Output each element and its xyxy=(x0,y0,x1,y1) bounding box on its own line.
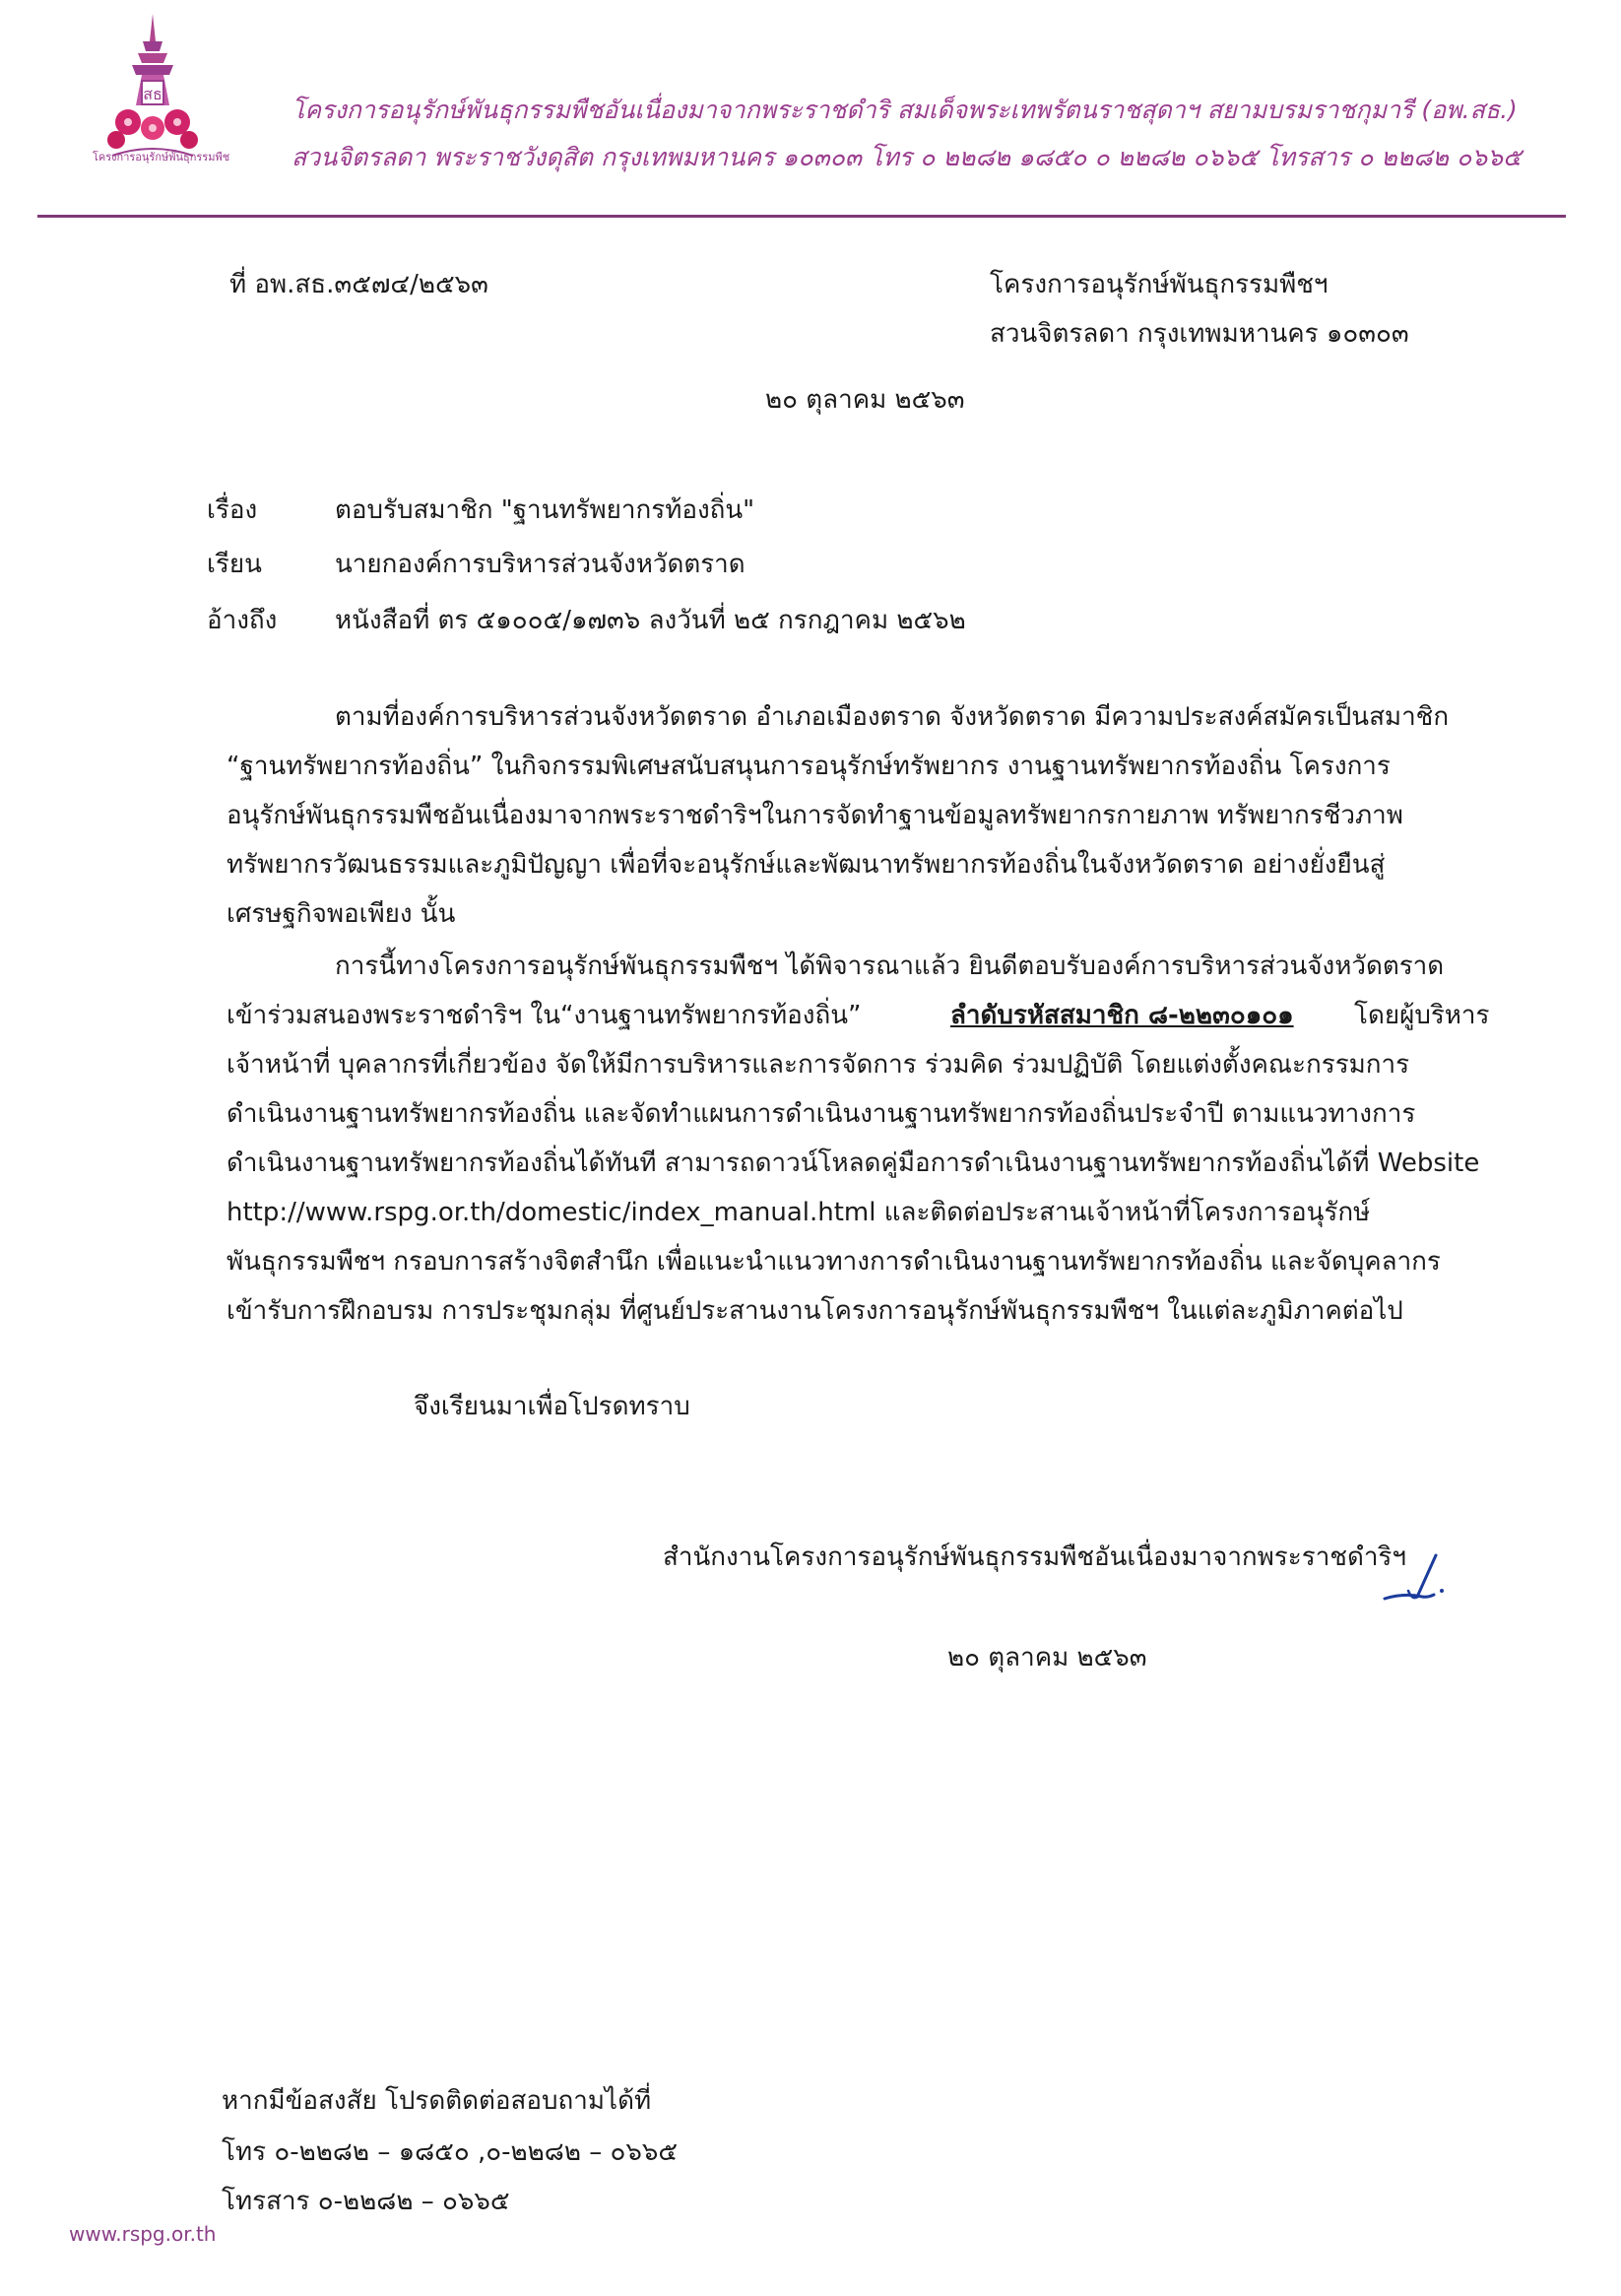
paragraph-1-line: อนุรักษ์พันธุกรรมพืชอันเนื่องมาจากพระราชดำริฯในการจัดทำฐานข้อมูลทรัพยากรกายภาพ ทรัพยากรชีวภาพ xyxy=(227,801,1403,830)
contact-intro: หากมีข้อสงสัย โปรดติดต่อสอบถามได้ที่ xyxy=(222,2086,652,2116)
letterhead-divider xyxy=(37,215,1566,218)
reference-number: ที่ อพ.สธ.๓๕๗๔/๒๕๖๓ xyxy=(229,270,488,299)
handwritten-signature xyxy=(1379,1551,1453,1610)
website-link[interactable]: www.rspg.or.th xyxy=(69,2222,217,2246)
contact-fax: โทรสาร ๐-๒๒๘๒ – ๐๖๖๕ xyxy=(222,2187,510,2216)
reference-text: หนังสือที่ ตร ๕๑๐๐๕/๑๗๓๖ ลงวันที่ ๒๕ กรกฎาคม ๒๕๖๒ xyxy=(335,606,966,635)
paragraph-2-line: เจ้าหน้าที่ บุคลากรที่เกี่ยวข้อง จัดให้มีการบริหารและการจัดการ ร่วมคิด ร่วมปฏิบัติ โดยแต่งตั้งคณะกรรมการ xyxy=(227,1050,1410,1080)
logo-caption: โครงการอนุรักษ์พันธุกรรมพืช xyxy=(93,151,230,164)
sender-line-1: โครงการอนุรักษ์พันธุกรรมพืชฯ xyxy=(990,270,1329,299)
svg-text:สธ: สธ xyxy=(143,85,162,103)
recipient-label: เรียน xyxy=(207,550,262,579)
signature-date: ๒๐ ตุลาคม ๒๕๖๓ xyxy=(947,1643,1147,1673)
closing-phrase: จึงเรียนมาเพื่อโปรดทราบ xyxy=(414,1392,690,1421)
letterhead-line-2: สวนจิตรลดา พระราชวังดุสิต กรุงเทพมหานคร ๑๐๓๐๓ โทร ๐ ๒๒๘๒ ๑๘๕๐ ๐ ๒๒๘๒ ๐๖๖๕ โทรสาร ๐ ๒๒๘๒ ๐๖๖๕ xyxy=(292,143,1522,171)
paragraph-1-line: เศรษฐกิจพอเพียง นั้น xyxy=(227,899,456,929)
subject-text: ตอบรับสมาชิก "ฐานทรัพยากรท้องถิ่น" xyxy=(335,495,755,525)
paragraph-2-line: เข้าร่วมสนองพระราชดำริฯ ใน“งานฐานทรัพยากรท้องถิ่น” xyxy=(227,1001,862,1030)
paragraph-1-line: ทรัพยากรวัฒนธรรมและภูมิปัญญา เพื่อที่จะอนุรักษ์และพัฒนาทรัพยากรท้องถิ่นในจังหวัดตราด อย่างยั่งยืนสู่ xyxy=(227,850,1386,880)
paragraph-2-line: เข้ารับการฝึกอบรม การประชุมกลุ่ม ที่ศูนย์ประสานงานโครงการอนุรักษ์พันธุกรรมพืชฯ ในแต่ละภูมิภาคต่อไป xyxy=(227,1296,1403,1326)
paragraph-2-line: พันธุกรรมพืชฯ กรอบการสร้างจิตสำนึก เพื่อแนะนำแนวทางการดำเนินงานฐานทรัพยากรท้องถิ่น และจัดบุคลากร xyxy=(227,1247,1441,1277)
paragraph-2-line: โดยผู้บริหาร xyxy=(1354,1001,1490,1030)
contact-phone: โทร ๐-๒๒๘๒ – ๑๘๕๐ ,๐-๒๒๘๒ – ๐๖๖๕ xyxy=(222,2137,679,2167)
member-code: ลำดับรหัสสมาชิก ๘-๒๒๓๐๑๐๑ xyxy=(950,1001,1294,1030)
paragraph-2-line: ดำเนินงานฐานทรัพยากรท้องถิ่นได้ทันที สามารถดาวน์โหลดคู่มือการดำเนินงานฐานทรัพยากรท้องถิ่นได้ที่ Website xyxy=(227,1148,1480,1178)
sender-line-2: สวนจิตรลดา กรุงเทพมหานคร ๑๐๓๐๓ xyxy=(990,319,1409,349)
paragraph-1-line: ตามที่องค์การบริหารส่วนจังหวัดตราด อำเภอเมืองตราด จังหวัดตราด มีความประสงค์สมัครเป็นสมาชิก xyxy=(335,702,1450,732)
letter-date: ๒๐ ตุลาคม ๒๕๖๓ xyxy=(765,385,965,415)
reference-label: อ้างถึง xyxy=(207,606,278,635)
paragraph-2-line: การนี้ทางโครงการอนุรักษ์พันธุกรรมพืชฯ ได้พิจารณาแล้ว ยินดีตอบรับองค์การบริหารส่วนจังหวัดตราด xyxy=(335,951,1445,981)
manual-url-line: http://www.rspg.or.th/domestic/index_manual.html และติดต่อประสานเจ้าหน้าที่โครงการอนุรักษ์ xyxy=(227,1198,1371,1227)
paragraph-1-line: “ฐานทรัพยากรท้องถิ่น” ในกิจกรรมพิเศษสนับสนุนการอนุรักษ์ทรัพยากร งานฐานทรัพยากรท้องถิ่น โครงการ xyxy=(227,752,1391,781)
subject-label: เรื่อง xyxy=(207,495,258,525)
letterhead-line-1: โครงการอนุรักษ์พันธุกรรมพืชอันเนื่องมาจากพระราชดำริ สมเด็จพระเทพรัตนราชสุดาฯ สยามบรมราชกุมารี (อพ.สธ.) xyxy=(292,96,1518,124)
signatory-office: สำนักงานโครงการอนุรักษ์พันธุกรรมพืชอันเนื่องมาจากพระราชดำริฯ xyxy=(663,1542,1406,1572)
recipient-text: นายกองค์การบริหารส่วนจังหวัดตราด xyxy=(335,550,746,579)
paragraph-2-line: ดำเนินงานฐานทรัพยากรท้องถิ่น และจัดทำแผนการดำเนินงานฐานทรัพยากรท้องถิ่นประจำปี ตามแนวทางการ xyxy=(227,1099,1416,1129)
